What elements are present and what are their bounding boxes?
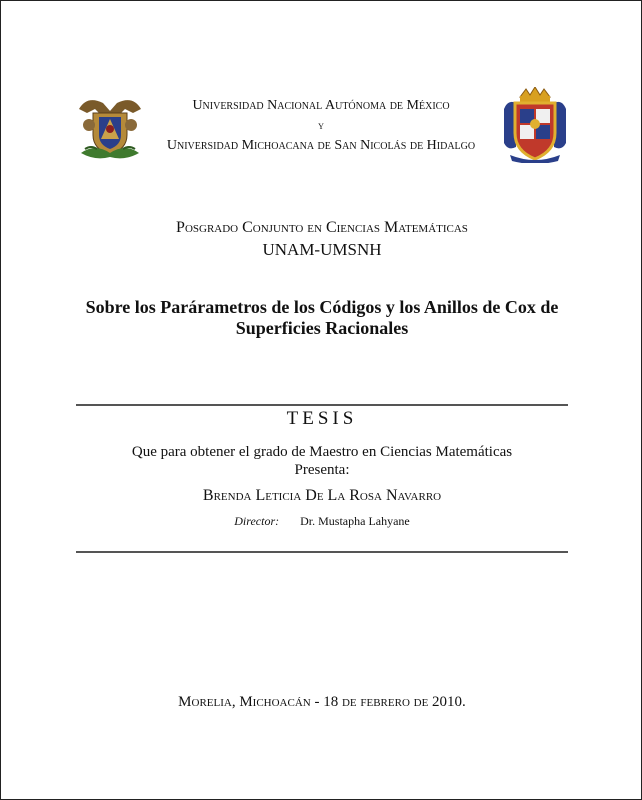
place-and-date: Morelia, Michoacán - 18 de febrero de 2010. [178, 694, 466, 710]
program-name: Posgrado Conjunto en Ciencias Matemáticas [176, 219, 468, 236]
university-umsnh: Universidad Michoacana de San Nicolás de Hidalgo [166, 138, 476, 153]
thesis-title-line-1: Sobre los Parárametros de los Códigos y los Anillos de Cox de [85, 297, 559, 317]
degree-purpose [1, 443, 642, 479]
thesis-title-line-2: Superficies Racionales [235, 318, 409, 338]
director-line [1, 514, 642, 529]
program-institutions: UNAM-UMSNH [262, 240, 382, 259]
university-conjunction: y [318, 120, 324, 132]
degree-purpose-line-2: Presenta: [294, 462, 350, 478]
degree-purpose-line-1: Que para obtener el grado de Maestro en Ciencias Matemáticas [131, 444, 513, 460]
director-name: Dr. Mustapha Lahyane [300, 514, 410, 528]
universities-header [151, 96, 491, 156]
program-block [1, 217, 642, 261]
university-unam: Universidad Nacional Autónoma de México [192, 98, 450, 113]
thesis-title [61, 297, 583, 339]
top-divider [76, 404, 568, 406]
director-label: Director: [234, 514, 280, 528]
umsnh-crest-icon [500, 87, 570, 163]
thesis-type: TESIS [286, 408, 358, 429]
author-name: Brenda Leticia De La Rosa Navarro [202, 487, 442, 504]
unam-crest-icon [75, 91, 145, 163]
bottom-divider [76, 551, 568, 553]
